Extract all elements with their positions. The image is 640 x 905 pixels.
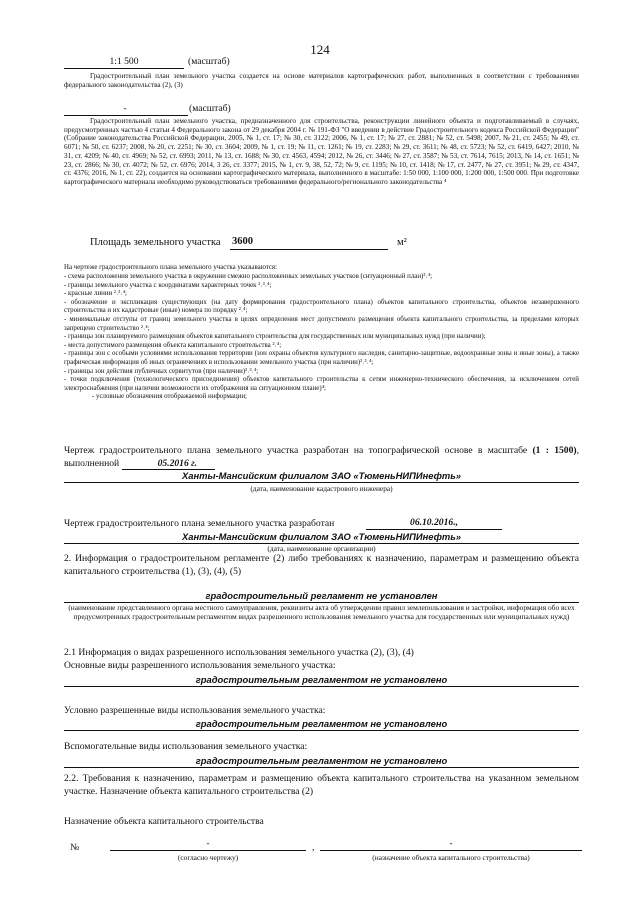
scale-note-1: Градостроительный план земельного участка создается на основе материалов картографических работ, выполненных в соответствии с требованиями федерального законодательства (2), (3)	[64, 72, 579, 89]
section21-main-value: градостроительным регламентом не установлено	[195, 674, 448, 685]
area-value: 3600	[232, 236, 253, 247]
drawing-dev-date: 06.10.2016.,	[410, 517, 458, 528]
section21-cond-label: Условно разрешенные виды использования земельного участка:	[64, 705, 326, 716]
section22-caption-right: (назначение объекта капитального строительства)	[372, 853, 530, 862]
section2-title: 2. Информация о градостроительном регламенте (2) либо требованиях к назначению, параметрам и размещению объекта капитального строительства (1), (3), (4), (5)	[64, 553, 579, 577]
scale-value-2: -	[123, 103, 127, 114]
drawing-topo-caption: (дата, наименование кадастрового инженера)	[250, 484, 393, 493]
legend-item: - схема расположения земельного участка в окружении смежно расположенных земельных участков (ситуационный план)³˒⁴;	[64, 273, 432, 280]
area-unit: м²	[397, 237, 407, 248]
legend-item: - обозначение и экспликация существующих (на дату формирования градостроительного плана) объектов капитального строительства, объектов незавершенного строительства и их кадастровые (иные) номера по порядку ²˒⁴;	[64, 298, 579, 315]
section22-no-label: №	[70, 842, 80, 853]
area-label: Площадь земельного участка	[90, 237, 221, 248]
legend-item: - границы зон с особыми условиями использования территории (зон охраны объектов культурного наследия, санитарно-защитные, водоохранные зоны и иные зоны), а также графическая информация об иных ограничениях в использовании земельного участка (при наличии)²˒³˒⁴;	[64, 350, 579, 366]
section21-title: 2.1 Информация о видах разрешенного использования земельного участка (2), (3), (4)	[64, 647, 414, 658]
drawing-dev-caption: (дата, наименование организации)	[267, 544, 376, 553]
section21-cond-value: градостроительным регламентом не установлено	[195, 718, 448, 729]
scale-label-2: (масштаб)	[189, 103, 231, 114]
section22-separator: ,	[312, 842, 315, 853]
section22-no-value: -	[206, 838, 210, 849]
section22-title: 2.2. Требования к назначению, параметрам и размещению объекта капитального строительства на указанном земельном участке. Назначение объекта капитального строительства (2)	[64, 773, 579, 797]
drawing-topo-date: 05.2016 г.	[122, 458, 215, 470]
drawing-topo-text-a: Чертеж градостроительного плана земельного участка разработан на топографической основе в масштабе	[64, 445, 528, 456]
legend-item: - границы зон действия публичных сервитутов (при наличии)²˒³˒⁴;	[64, 367, 259, 375]
drawing-topo-scale: (1 : 1500)	[532, 445, 577, 456]
page-number: 124	[310, 42, 330, 57]
section22-purpose-value: -	[449, 838, 453, 849]
drawing-topo-org: Ханты-Мансийским филиалом ЗАО «ТюменьНИПИнефть»	[182, 470, 461, 481]
drawing-topo-text	[64, 445, 579, 470]
legend-item: - точки подключения (технологического присоединения) объектов капитального строительства к сетям инженерно-технического обеспечения, за исключением сетей электроснабжения (при наличии возможности их отображения на ситуационном плане)⁴;	[64, 376, 579, 392]
legend-item: - минимальные отступы от границ земельного участка в целях определения мест допустимого размещения объекта капитального строительства, за пределами которых запрещено строительство ²˒⁴;	[64, 315, 579, 332]
drawing-dev-org: Ханты-Мансийским филиалом ЗАО «ТюменьНИПИнефть»	[182, 531, 461, 542]
section22-caption-left: (согласно чертежу)	[177, 853, 239, 862]
section2-caption: (наименование представленного органа местного самоуправления, реквизиты акта об утверждении правил землепользования и застройки, информация обо всех предусмотренных градостроительным регламентом видах разрешенного использования земельного участка для государственных или муниципальных нужд)	[68, 603, 575, 621]
legend-list	[64, 273, 579, 402]
legend-item: - границы зон планируемого размещения объектов капитального строительства для государственных или муниципальных нужд (при наличии);	[64, 333, 486, 341]
scale-note-2: Градостроительный план земельного участка, предназначенного для строительства, реконструкции линейного объекта и подготавливаемый в случаях, предусмотренных частью 4 статьи 4 Федерального закона от 29 декабря 2004 г. № 191-ФЗ "О введении в действие Градостроительного кодекса Российской Федерации" (Собрание законодательства Российской Федерации, 2005, № 1, ст. 17; № 30, ст. 3122; 2006, № 1, ст. 17; № 27, ст. 2881; № 52, ст. 5498; 2007, № 21, ст. 2455; № 49, ст. 6071; № 50, ст. 6237; 2008, № 20, ст. 2251; № 30, ст. 3604; 2009, № 1, ст. 19; № 11, ст. 1261; № 19, ст. 2283; № 29, ст. 3611; № 48, ст. 5723; № 52, ст. 6419, 6427; 2010, № 31, ст. 4209; № 40, ст. 4969; № 52, ст. 6993; 2011, № 13, ст. 1688; № 30, ст. 4563, 4594; 2012, № 26, ст. 3446; № 27, ст. 3587; № 53, ст. 7614, 7615; 2013, № 14, ст. 1651; № 23, ст. 2866; № 30, ст. 4072; № 52, ст. 6976; 2014, 3 26, ст. 3377; 2015, № 1, ст. 9, 38, 52, 72; № 9, ст. 1195; № 10, ст. 1418; № 17, ст. 2477, № 27, ст. 3951; № 29, ст. 4347, ст. 4376; 2016, № 1, ст. 22), создается на основании картографического материала, выполненного в масштабе: 1:50 000, 1:100 000, 1:200 000, 1:500 000. При подготовке картографического материала необходимо руководствоваться требованиями федерального/регионального законодательства ⁴	[64, 117, 579, 186]
scale-value-1: 1:1 500	[109, 56, 139, 67]
legend-intro: На чертеже градостроительного плана земельного участка указываются:	[64, 264, 278, 271]
drawing-dev-text: Чертеж градостроительного плана земельного участка разработан	[64, 518, 335, 529]
section22-purpose-label: Назначение объекта капитального строительства	[64, 816, 264, 827]
scale-label-1: (масштаб)	[188, 56, 230, 67]
drawing-topo-text-b: , выполненной	[64, 445, 579, 469]
legend-item: - места допустимого размещения объекта капитального строительства ²˒⁴;	[64, 341, 282, 349]
section2-value: градостроительный регламент не установлен	[205, 590, 438, 601]
legend-item-last: - условные обозначения отображаемой информации;	[92, 393, 247, 401]
section21-aux-value: градостроительным регламентом не установлено	[195, 755, 448, 766]
legend-item: - границы земельного участка с координатами характерных точек ²˒³˒⁴;	[64, 281, 272, 289]
section21-aux-label: Вспомогательные виды использования земельного участка:	[64, 741, 308, 752]
legend-item: - красные линии ²˒³˒⁴;	[64, 290, 127, 298]
section21-main-label: Основные виды разрешенного использования земельного участка:	[64, 660, 336, 671]
